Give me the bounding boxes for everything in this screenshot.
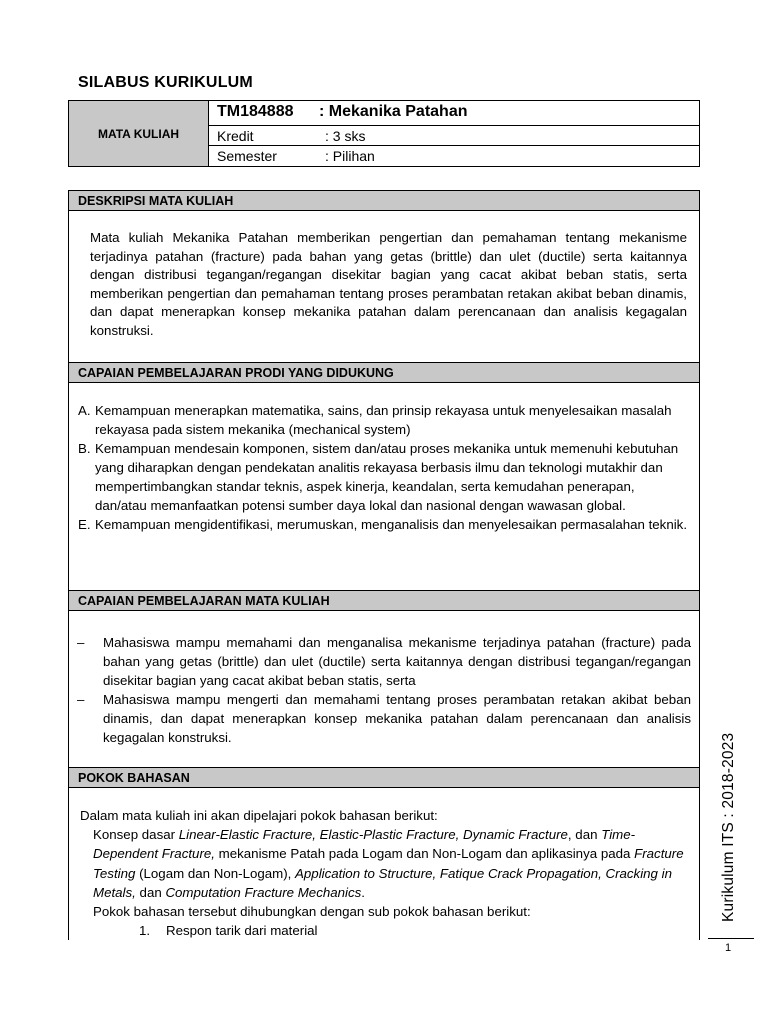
section-capaian-prodi [68,362,700,591]
course-header-table [68,100,700,167]
sub-topics-intro: Pokok bahasan tersebut dihubungkan dengan sub pokok bahasan berikut: [93,904,531,920]
dash-marker: – [77,635,85,650]
section-heading: CAPAIAN PEMBELAJARAN PRODI YANG DIDUKUNG [69,363,699,383]
list-item [77,690,691,747]
list-marker: E. [78,517,91,532]
section-pokok-bahasan [68,767,700,940]
italic-run: Time-Dependent Fracture, [93,827,636,862]
semester-label: Semester [217,148,277,164]
italic-run: Application to Structure, Fatique Crack Propagation, Cracking in Metals, [93,865,672,900]
list-item [78,515,688,534]
list-item-text: Mahasiswa mampu memahami dan menganalisa mekanisme terjadinya patahan (fracture) pada bahan yang getas (brittle) dan ulet (ductile) serta kaitannya dengan distribusi tegangan/regangan disekitar bagian yang cacat akibat beban statis, serta [103,635,691,688]
topics-intro: Dalam mata kuliah ini akan dipelajari pokok bahasan berikut: [80,808,438,823]
section-heading: POKOK BAHASAN [69,768,699,788]
italic-run: Fracture Testing [93,846,684,881]
semester-row [209,146,699,166]
credit-value: : 3 sks [325,128,366,144]
text-run: , dan [567,827,602,843]
list-item [78,401,688,439]
course-code: TM184888 [217,103,294,120]
text-run: dan [135,884,166,900]
section-heading: CAPAIAN PEMBELAJARAN MATA KULIAH [69,591,699,611]
description-text: Mata kuliah Mekanika Patahan memberikan pengertian dan pemahaman tentang mekanisme terjadinya patahan (fracture) pada bahan yang getas (brittle) dan ulet (ductile) serta kaitannya dengan distribusi tegangan/regangan disekitar bagian yang cacat akibat beban statis, serta memberikan pengertian dan pemahaman tentang proses perambatan retakan akibat beban dinamis, dan dapat menerapkan konsep mekanika patahan dalam perencanaan dan analisis kegagalan konstruksi. [90,230,687,338]
text-run: mekanisme Patah pada Logam dan Non-Logam dan aplikasinya pada [214,846,635,862]
list-item-text: Kemampuan mendesain komponen, sistem dan/atau proses mekanika untuk memenuhi kebutuhan yang diharapkan dengan pendekatan analitis rekayasa berbasis ilmu dan teknologi mutakhir dan mempertimbangkan standar teknis, aspek kinerja, keandalan, serta kemudahan penerapan, dan/atau memanfaatkan potensi sumber daya lokal dan nasional dengan wawasan global. [95,441,679,513]
course-title-row [209,101,699,126]
list-item [77,633,691,690]
text-run: . [361,884,365,900]
list-item-text: Mahasiswa mampu mengerti dan memahami tentang proses perambatan retakan akibat beban dinamis, dan dapat menerapkan konsep mekanika patahan dalam perencanaan dan analisis kegagalan konstruksi. [103,692,691,745]
section-heading: DESKRIPSI MATA KULIAH [69,191,699,211]
document-title: SILABUS KURIKULUM [78,74,253,91]
semester-value: : Pilihan [325,148,375,164]
text-run: (Logam dan Non-Logam), [135,865,296,881]
list-item-text: Kemampuan menerapkan matematika, sains, dan prinsip rekayasa untuk menyelesaikan masalah rekayasa pada sistem mekanika (mechanical system) [95,403,672,437]
section-deskripsi [68,190,700,363]
topics-paragraph [80,825,685,902]
course-name: : Mekanika Patahan [319,103,468,120]
list-marker: A. [78,403,91,418]
footer-divider [708,938,754,939]
list-item-text: Kemampuan mengidentifikasi, merumuskan, menganalisis dan menyelesaikan permasalahan teknik. [95,517,688,532]
page-number: 1 [725,942,732,954]
dash-marker: – [77,692,85,707]
credit-label: Kredit [217,128,254,144]
topics-body [80,806,685,940]
section-capaian-mk [68,590,700,768]
list-item [78,439,688,515]
italic-run: Computation Fracture Mechanics [165,884,362,900]
course-label: MATA KULIAH [69,101,209,166]
course-outcome-list [77,633,691,747]
prodi-outcome-list [78,401,688,534]
list-marker: B. [78,441,91,456]
text-run: Konsep dasar [93,827,179,843]
italic-run: Linear-Elastic Fracture, Elastic-Plastic Fracture, Dynamic Fracture [178,827,568,843]
curriculum-side-label: Kurikulum ITS : 2018-2023 [720,732,737,922]
list-number: 1. [139,923,151,939]
credit-row [209,126,699,146]
numbered-item [80,921,685,940]
numbered-item-text: Respon tarik dari material [166,923,318,939]
